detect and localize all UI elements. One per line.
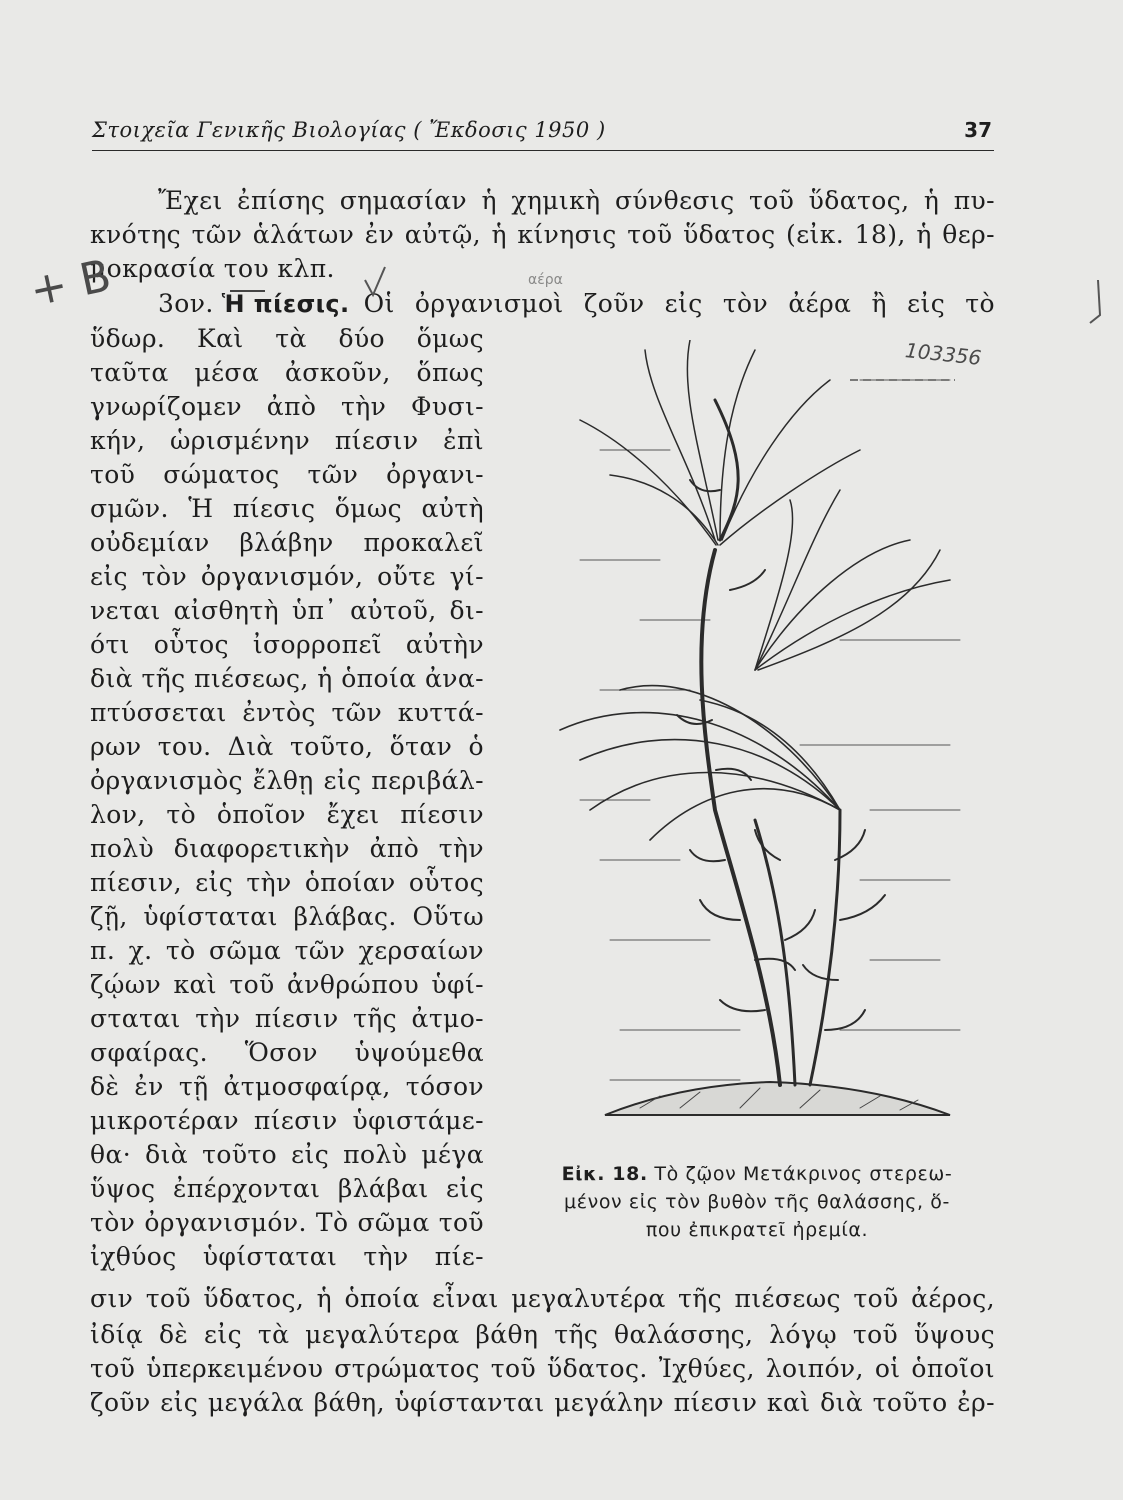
figure-caption: [518, 1160, 996, 1244]
text-line: Ἔχει ἐπίσης σημασίαν ἡ χημικὴ σύνθεσις τοῦ ὕδατος, ἡ πυ-: [158, 186, 995, 215]
text-line: μοκρασία του κλπ.: [90, 254, 335, 283]
text-line: σιν τοῦ ὕδατος, ἡ ὁποία εἶναι μεγαλυτέρα τῆς πιέσεως τοῦ ἀέρος,: [90, 1284, 995, 1313]
text-line: ἰχθύος ὑφίσταται τὴν πίε-: [90, 1242, 484, 1271]
text-line: ταῦτα μέσα ἀσκοῦν, ὅπως: [90, 358, 484, 387]
text-line: ζοῦν εἰς μεγάλα βάθη, ὑφίστανται μεγάλην πίεσιν καὶ διὰ τοῦτο ἐρ-: [90, 1388, 995, 1417]
caption-line: Τὸ ζῷον Μετάκρινος στερεω-: [654, 1163, 953, 1185]
text-line: ότι οὗτος ἰσορροπεῖ αὐτὴν: [90, 630, 484, 659]
section-number: 3ον.: [158, 289, 214, 318]
text-line: κήν, ὡρισμένην πίεσιν ἐπὶ: [90, 426, 484, 455]
text-line: μικροτέραν πίεσιν ὑφιστάμε-: [90, 1106, 484, 1135]
text-line: πίεσιν, εἰς τὴν ὁποίαν οὗτος: [90, 868, 484, 897]
text-line: ζῴων καὶ τοῦ ἀνθρώπου ὑφί-: [90, 970, 484, 999]
section-title: Ἡ πίεσις.: [221, 290, 350, 318]
caption-line: μένον εἰς τὸν βυθὸν τῆς θαλάσσης, ὅ-: [564, 1191, 950, 1213]
margin-pencil-tick: [1080, 275, 1110, 335]
text-line: τὸν ὀργανισμόν. Τὸ σῶμα τοῦ: [90, 1208, 484, 1237]
text-line: ρων του. Διὰ τοῦτο, ὅταν ὁ: [90, 732, 484, 761]
text-line: εἰς τὸν ὀργανισμόν, οὔτε γί-: [90, 562, 484, 591]
text-line: διὰ τῆς πιέσεως, ἡ ὁποία ἀνα-: [90, 664, 484, 693]
text-line: ὕψος ἐπέρχονται βλάβαι εἰς: [90, 1174, 484, 1203]
text-line: οὐδεμίαν βλάβην προκαλεῖ: [90, 528, 484, 557]
caption-label: Εἰκ. 18.: [561, 1163, 648, 1185]
text-line: θα· διὰ τοῦτο εἰς πολὺ μέγα: [90, 1140, 484, 1169]
caption-line: που ἐπικρατεῖ ἠρεμία.: [645, 1219, 869, 1241]
text-line: λον, τὸ ὁποῖον ἔχει πίεσιν: [90, 800, 484, 829]
text-line: νεται αἰσθητὴ ὑπ᾿ αὐτοῦ, δι-: [90, 596, 484, 625]
running-header: [92, 116, 994, 151]
page-number: 37: [964, 118, 992, 142]
pencil-dash-line: [850, 372, 960, 392]
text-line: γνωρίζομεν ἀπὸ τὴν Φυσι-: [90, 392, 484, 421]
text-line: πολὺ διαφορετικὴν ἀπὸ τὴν: [90, 834, 484, 863]
margin-pencil-mark: + B: [25, 250, 116, 317]
text-line: π. χ. τὸ σῶμα τῶν χερσαίων: [90, 936, 484, 965]
text-line: σφαίρας. Ὅσον ὑψούμεθα: [90, 1038, 484, 1067]
text-line: Οἱ ὀργανισμοὶ ζοῦν εἰς τὸν ἀέρα ἢ εἰς τὸ: [363, 289, 995, 318]
text-line: δὲ ἐν τῇ ἀτμοσφαίρᾳ, τόσον: [90, 1072, 484, 1101]
metacrinus-illustration: [540, 338, 983, 1130]
text-line: ὕδωρ. Καὶ τὰ δύο ὅμως: [90, 324, 484, 353]
text-line: πτύσσεται ἐντὸς τῶν κυττά-: [90, 698, 484, 727]
text-line: ἰδίᾳ δὲ εἰς τὰ μεγαλύτερα βάθη τῆς θαλάσσης, λόγῳ τοῦ ὕψους: [90, 1320, 995, 1349]
pencil-word: αέρα: [528, 272, 563, 288]
text-line: ὀργανισμὸς ἔλθῃ εἰς περιβάλ-: [90, 766, 484, 795]
text-line: σταται τὴν πίεσιν τῆς ἀτμο-: [90, 1004, 484, 1033]
text-line: ζῇ, ὑφίσταται βλάβας. Οὕτω: [90, 902, 484, 931]
pencil-underline: [230, 255, 410, 315]
header-title: Στοιχεῖα Γενικῆς Βιολογίας ( Ἔκδοσις 1950 ): [92, 118, 606, 142]
pencil-number: 103356: [903, 338, 983, 370]
text-line: τοῦ ὑπερκειμένου στρώματος τοῦ ὕδατος. Ἰχθύες, λοιπόν, οἱ ὁποῖοι: [90, 1354, 995, 1383]
text-line: τοῦ σώματος τῶν ὀργανι-: [90, 460, 484, 489]
text-line: κνότης τῶν ἁλάτων ἐν αὐτῷ, ἡ κίνησις τοῦ ὕδατος (εἰκ. 18), ἡ θερ-: [90, 220, 995, 249]
text-line: σμῶν. Ἡ πίεσις ὅμως αὐτὴ: [90, 494, 484, 523]
